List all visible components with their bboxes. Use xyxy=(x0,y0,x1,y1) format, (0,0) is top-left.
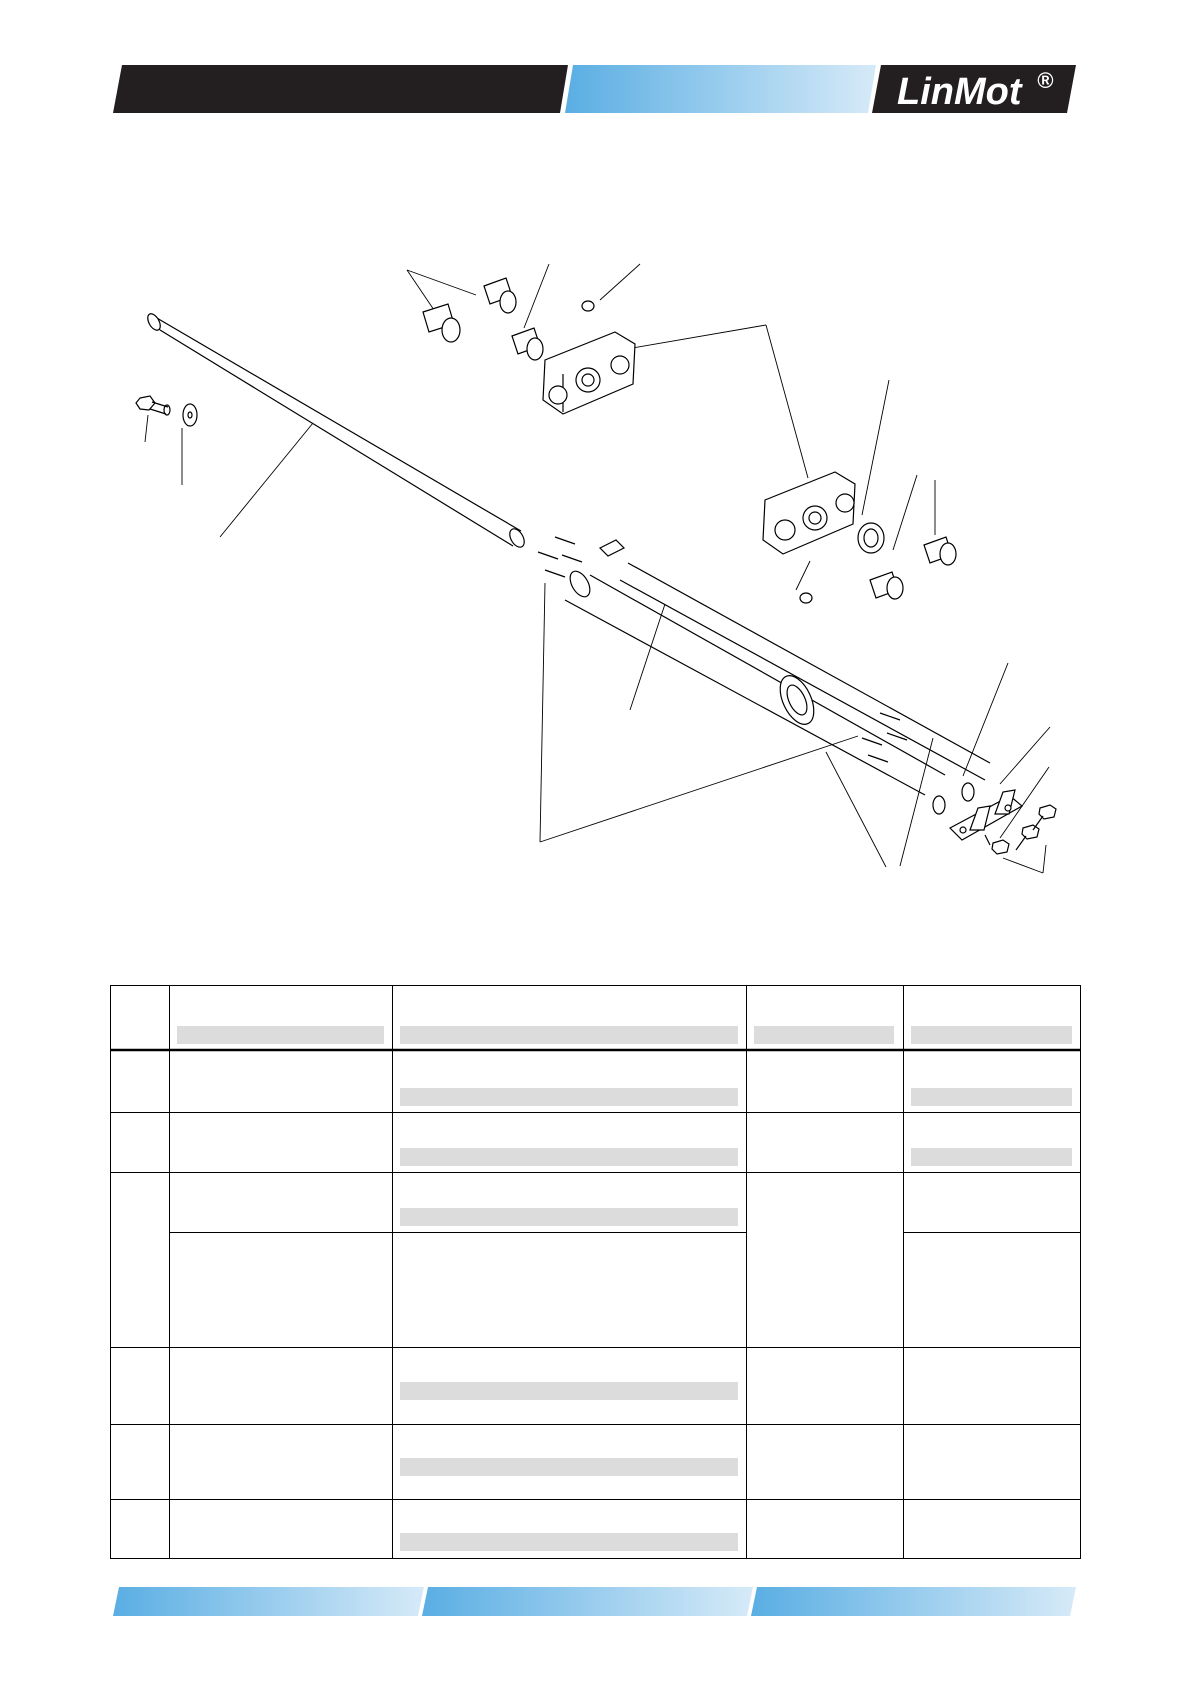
header-dark-bar xyxy=(113,65,568,113)
cylinder-assembly-icon xyxy=(565,540,990,814)
bolt-and-washer-icon xyxy=(136,396,197,426)
footer-blue-bar xyxy=(751,1587,1076,1616)
bushing-icon xyxy=(423,278,594,360)
cell-placeholder xyxy=(400,1148,738,1166)
cell-placeholder xyxy=(400,1088,738,1106)
header-placeholder xyxy=(400,1026,738,1044)
cell-placeholder xyxy=(400,1382,738,1400)
footer-blue-bar xyxy=(113,1587,424,1616)
cell-placeholder xyxy=(400,1208,738,1226)
bearing-block-icon xyxy=(763,472,855,554)
header-placeholder xyxy=(911,1026,1072,1044)
cell-placeholder xyxy=(911,1148,1072,1166)
page-header xyxy=(0,0,1192,130)
placeholder-bars xyxy=(177,1026,1072,1551)
long-rod-icon xyxy=(145,312,527,550)
registered-mark: ® xyxy=(1037,68,1054,93)
bearing-block-icon xyxy=(543,332,635,414)
brand-logo: LinMot xyxy=(897,71,1022,113)
header-blue-bar xyxy=(565,65,876,113)
cell-placeholder xyxy=(400,1533,738,1551)
parts-table xyxy=(110,985,1081,1560)
cell-placeholder xyxy=(911,1088,1072,1106)
cell-placeholder xyxy=(400,1458,738,1476)
page-footer xyxy=(0,1580,1192,1620)
footer-blue-bar xyxy=(422,1587,753,1616)
header-placeholder xyxy=(177,1026,384,1044)
header-placeholder xyxy=(754,1026,894,1044)
exploded-assembly-drawing-icon xyxy=(0,240,1192,880)
end-plate-icon xyxy=(950,790,1022,840)
